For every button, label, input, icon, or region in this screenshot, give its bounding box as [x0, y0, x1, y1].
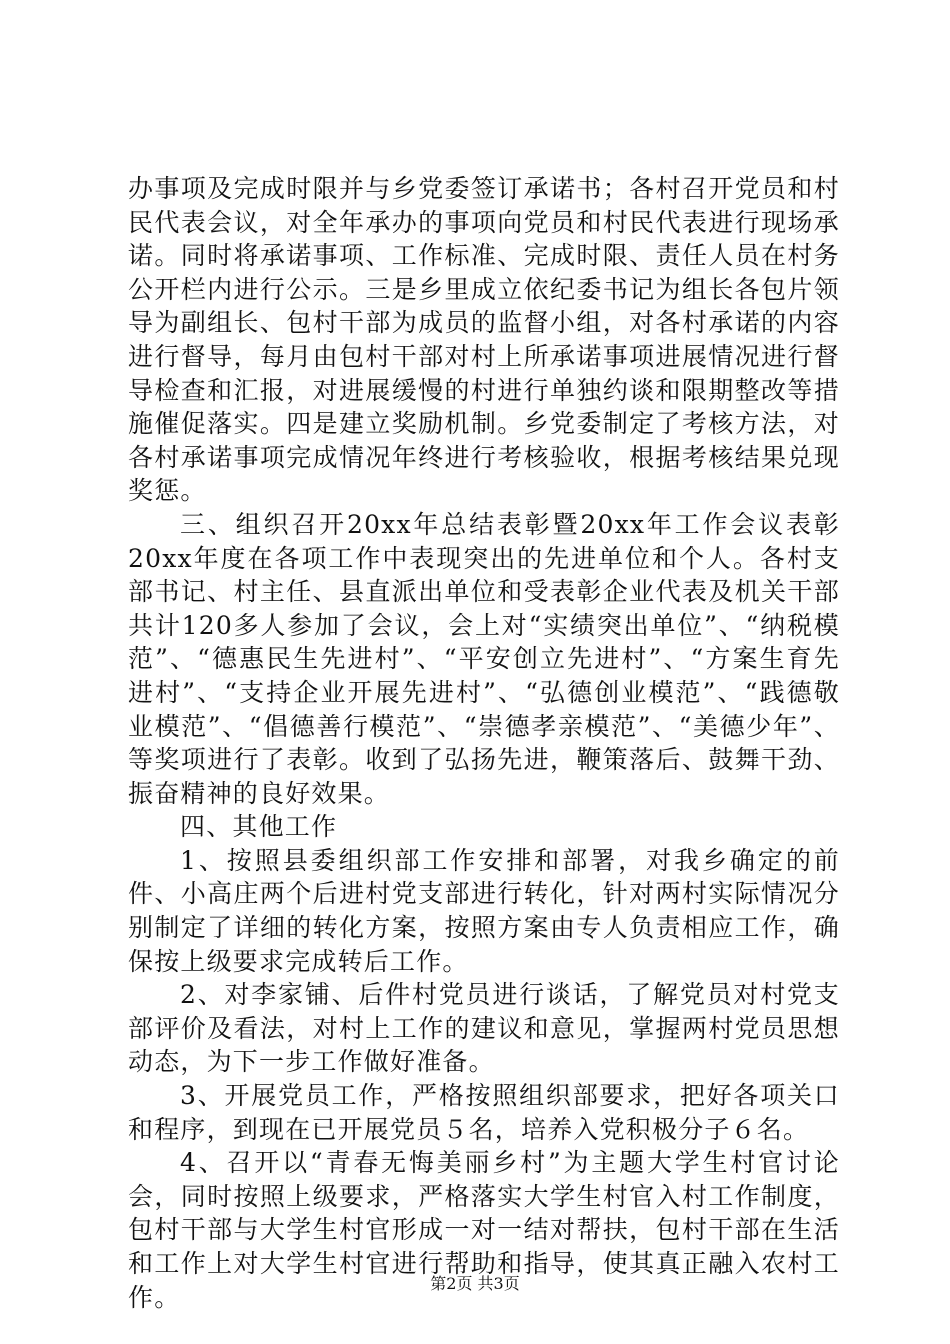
paragraph-continuation: 办事项及完成时限并与乡党委签订承诺书；各村召开党员和村民代表会议，对全年承办的事项向党员和村民代表进行现场承诺。同时将承诺事项、工作标准、完成时限、责任人员在村务公开栏内进行公示。三是乡里成立依纪委书记为组长各包片领导为副组长、包村干部为成员的监督小组，对各村承诺的内容进行督导，每月由包村干部对村上所承诺事项进展情况进行督导检查和汇报，对进展缓慢的村进行单独约谈和限期整改等措施催促落实。四是建立奖励机制。乡党委制定了考核方法，对各村承诺事项完成情况年终进行考核验收，根据考核结果兑现奖惩。 — [128, 174, 840, 506]
paragraph-item-4: 4、召开以“青春无悔美丽乡村”为主题大学生村官讨论会，同时按照上级要求，严格落实大学生村官入村工作制度，包村干部与大学生村官形成一对一结对帮扶，包村干部在生活和工作上对大学生村官进行帮助和指导，使其真正融入农村工作。 — [128, 1148, 840, 1312]
page-number-footer: 第2页 共3页 — [430, 1274, 520, 1293]
paragraph-section-three: 三、组织召开20xx年总结表彰暨20xx年工作会议表彰20xx年度在各项工作中表现突出的先进单位和个人。各村支部书记、村主任、县直派出单位和受表彰企业代表及机关干部共计120多人参加了会议，会上对“实绩突出单位”、“纳税模范”、“德惠民生先进村”、“平安创立先进村”、“方案生育先进村”、“支持企业开展先进村”、“弘德创业模范”、“践德敬业模范”、“倡德善行模范”、“崇德孝亲模范”、“美德少年”、等奖项进行了表彰。收到了弘扬先进，鞭策落后、鼓舞干劲、振奋精神的良好效果。 — [128, 509, 840, 808]
document-body — [128, 172, 840, 1314]
section-heading-other-work: 四、其他工作 — [180, 812, 338, 842]
paragraph-item-3: 3、开展党员工作，严格按照组织部要求，把好各项关口和程序，到现在已开展党员５名，培养入党积极分子６名。 — [128, 1081, 840, 1144]
paragraph-item-1: 1、按照县委组织部工作安排和部署，对我乡确定的前件、小高庄两个后进村党支部进行转化，针对两村实际情况分别制定了详细的转化方案，按照方案由专人负责相应工作，确保按上级要求完成转后工作。 — [128, 845, 840, 976]
paragraph-item-2: 2、对李家铺、后件村党员进行谈话，了解党员对村党支部评价及看法，对村上工作的建议和意见，掌握两村党员思想动态，为下一步工作做好准备。 — [128, 980, 840, 1077]
